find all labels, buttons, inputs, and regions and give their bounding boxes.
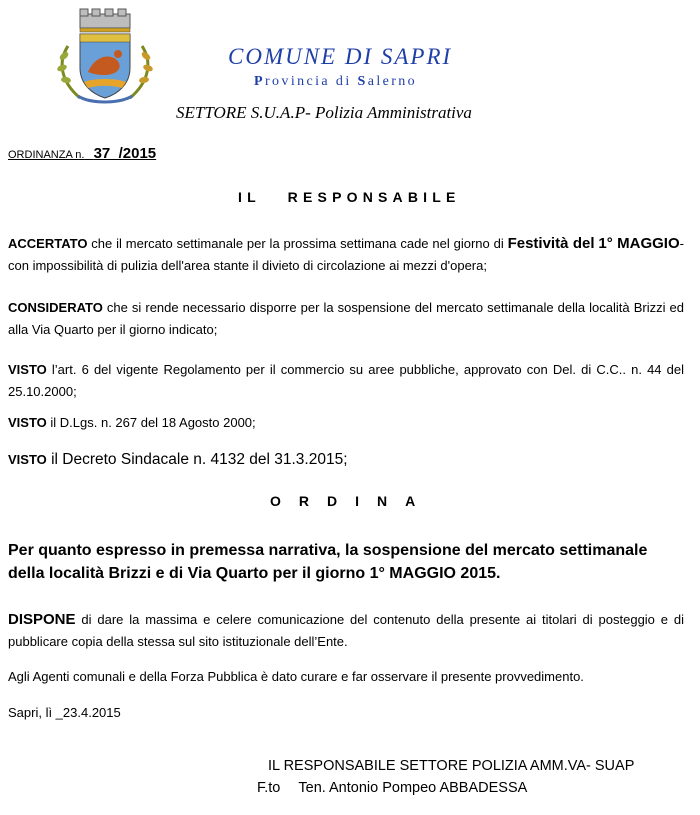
crown-icon bbox=[80, 9, 130, 32]
heading-responsabile: IL RESPONSABILE bbox=[238, 189, 461, 205]
settore-line: SETTORE S.U.A.P- Polizia Amministrativa bbox=[176, 103, 472, 122]
shield-icon bbox=[80, 34, 130, 98]
paragraph-visto-dlgs: VISTO il D.Lgs. n. 267 del 18 Agosto 2000; bbox=[8, 415, 256, 430]
signature-name-line: F.to Ten. Antonio Pompeo ABBADESSA bbox=[257, 780, 528, 796]
date-line: Sapri, lì _23.4.2015 bbox=[8, 705, 121, 720]
comune-crest bbox=[50, 6, 160, 106]
signature-role: IL RESPONSABILE SETTORE POLIZIA AMM.VA- SUAP bbox=[268, 758, 635, 774]
paragraph-agenti: Agli Agenti comunali e della Forza Pubblica è dato curare e far osservare il presente provvedimento. bbox=[8, 669, 584, 684]
paragraph-ordina: Per quanto espresso in premessa narrativa, la sospensione del mercato settimanale della località Brizzi e di Via Quarto per il giorno 1° MAGGIO 2015. bbox=[8, 542, 648, 582]
ordinanza-number: ORDINANZA n. 37_/2015 bbox=[8, 145, 157, 162]
paragraph-dispone: DISPONE di dare la massima e celere comunicazione del contenuto della presente ai titolari di posteggio e di pubblicare copia della stessa sul sito istituzionale dell’Ente. bbox=[8, 611, 684, 649]
comune-title: COMUNE DI SAPRI bbox=[228, 44, 453, 69]
paragraph-visto-regolamento: VISTO l’art. 6 del vigente Regolamento per il commercio su aree pubbliche, approvato con Del. di C.C.. n. 44 del 25.10.2000; bbox=[8, 362, 684, 399]
paragraph-visto-decreto: VISTO il Decreto Sindacale n. 4132 del 31.3.2015; bbox=[8, 451, 348, 468]
paragraph-accertato: ACCERTATO che il mercato settimanale per la prossima settimana cade nel giorno di Festività del 1° MAGGIO- con impossibilità di pulizia dell'area stante il divieto di circolazione ai mezzi d'opera; bbox=[8, 235, 684, 273]
paragraph-considerato: CONSIDERATO che si rende necessario disporre per la sospensione del mercato settimanale della località Brizzi ed alla Via Quarto per il giorno indicato; bbox=[8, 300, 684, 337]
heading-ordina: ORDINA bbox=[270, 493, 434, 509]
provincia-line: Provincia di Salerno bbox=[254, 74, 418, 89]
